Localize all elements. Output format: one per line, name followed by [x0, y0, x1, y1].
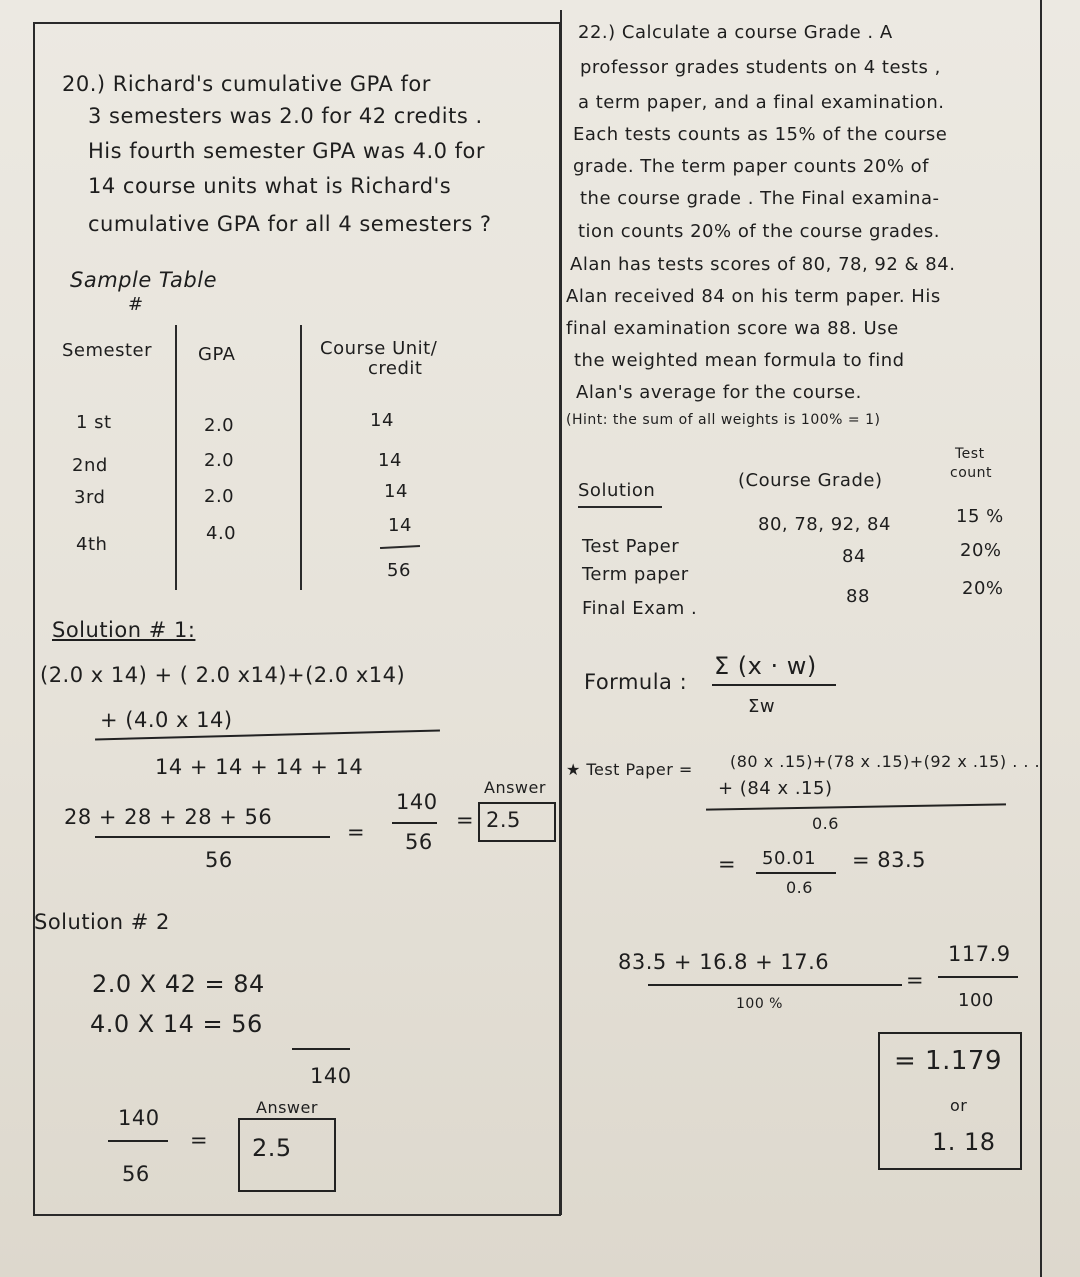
table-divider — [300, 325, 302, 590]
problem-20-line: 14 course units what is Richard's — [88, 174, 452, 198]
problem-22-line: Each tests counts as 15% of the course — [573, 124, 948, 145]
solution-2-title: Solution # 2 — [34, 910, 170, 934]
solution-1-numerator: (2.0 x 14) + ( 2.0 x14)+(2.0 x14) — [40, 663, 406, 687]
center-divider — [560, 10, 562, 1215]
sample-table-title: Sample Table — [70, 268, 217, 292]
table-cell: 1 st — [76, 412, 112, 433]
solution-2-frac-den: 56 — [122, 1162, 150, 1186]
test-paper-result: = 83.5 — [852, 848, 927, 872]
column-test-count-bottom: count — [950, 465, 992, 481]
title-underline — [578, 506, 662, 508]
problem-20-line: 20.) Richard's cumulative GPA for — [62, 72, 431, 96]
problem-22-line: the course grade . The Final examina- — [580, 188, 940, 209]
table-cell: 14 — [388, 515, 412, 536]
table-cell: 2.0 — [204, 486, 235, 507]
formula-label: Formula : — [584, 670, 688, 694]
problem-22-line: Alan has tests scores of 80, 78, 92 & 84. — [570, 254, 956, 275]
fraction-bar — [706, 803, 1006, 810]
solution-2-line: 4.0 X 14 = 56 — [90, 1010, 263, 1038]
answer-label: Answer — [256, 1098, 318, 1117]
equals-sign: = — [456, 808, 475, 832]
solution-1-title: Solution # 1: — [52, 618, 196, 642]
table-cell: 4th — [76, 534, 108, 555]
problem-22-line: a term paper, and a final examination. — [578, 92, 945, 113]
sample-table-mark: # — [128, 294, 144, 315]
solution-1-frac-num: 140 — [396, 790, 438, 814]
row-grade: 80, 78, 92, 84 — [758, 514, 891, 535]
table-header-gpa: GPA — [198, 344, 236, 365]
problem-22-line: professor grades students on 4 tests , — [580, 57, 941, 78]
problem-22-line: tion counts 20% of the course grades. — [578, 221, 940, 242]
final-numerator: 83.5 + 16.8 + 17.6 — [618, 950, 830, 974]
fraction-bar — [756, 872, 836, 874]
solution-title: Solution — [578, 480, 656, 501]
test-paper-sum: 50.01 — [762, 848, 817, 869]
table-cell: 14 — [378, 450, 402, 471]
table-header-units: Course Unit/ — [320, 338, 438, 359]
solution-2-line: 2.0 X 42 = 84 — [92, 970, 265, 998]
fraction-bar — [108, 1140, 168, 1142]
formula-denominator: Σw — [748, 696, 776, 717]
row-grade: 88 — [846, 586, 870, 607]
final-answer-rounded: 1. 18 — [932, 1128, 996, 1156]
problem-20-line: 3 semesters was 2.0 for 42 credits . — [88, 104, 483, 128]
table-cell: 3rd — [74, 487, 106, 508]
final-denominator: 100 % — [736, 996, 783, 1012]
problem-22-line: (Hint: the sum of all weights is 100% = 1) — [566, 412, 881, 428]
table-cell: 4.0 — [206, 523, 237, 544]
column-test-count-top: Test — [955, 446, 985, 462]
row-grade: 84 — [842, 546, 866, 567]
final-answer: = 1.179 — [894, 1046, 1002, 1076]
row-weight: 15 % — [956, 506, 1004, 527]
table-cell: 2.0 — [204, 415, 235, 436]
fraction-bar — [392, 822, 437, 824]
equals-sign: = — [347, 820, 366, 844]
problem-22-line: the weighted mean formula to find — [574, 350, 905, 371]
table-cell: 14 — [370, 410, 394, 431]
solution-2-answer: 2.5 — [252, 1134, 292, 1162]
right-panel-border — [1040, 0, 1042, 1277]
table-cell: 14 — [384, 481, 408, 502]
row-label: Term paper — [582, 564, 689, 585]
problem-20-line: His fourth semester GPA was 4.0 for — [88, 139, 486, 163]
solution-1-numerator: + (4.0 x 14) — [100, 708, 233, 732]
fraction-bar — [712, 684, 836, 686]
final-fraction-numerator: 117.9 — [948, 942, 1011, 966]
row-label: Final Exam . — [582, 598, 698, 619]
table-cell: 2nd — [72, 455, 108, 476]
problem-22-line: final examination score wa 88. Use — [566, 318, 899, 339]
problem-22-line: grade. The term paper counts 20% of — [573, 156, 930, 177]
fraction-bar — [938, 976, 1018, 978]
solution-1-frac-den: 56 — [405, 830, 433, 854]
solution-1-answer: 2.5 — [486, 808, 521, 832]
table-header-credit: credit — [368, 358, 423, 379]
equals-sign: = — [906, 968, 925, 992]
problem-20-line: cumulative GPA for all 4 semesters ? — [88, 212, 492, 236]
problem-22-line: 22.) Calculate a course Grade . A — [578, 22, 893, 43]
table-cell: 2.0 — [204, 450, 235, 471]
table-header-semester: Semester — [62, 340, 153, 361]
formula-numerator: Σ (x · w) — [714, 652, 817, 680]
test-paper-denominator: 0.6 — [812, 814, 839, 833]
table-total: 56 — [387, 560, 411, 581]
test-paper-label: ★ Test Paper = — [566, 760, 693, 779]
column-course-grade: (Course Grade) — [738, 470, 883, 491]
row-weight: 20% — [960, 540, 1002, 561]
solution-1-denominator: 14 + 14 + 14 + 14 — [155, 755, 364, 779]
final-fraction-denominator: 100 — [958, 990, 994, 1011]
answer-label: Answer — [484, 778, 546, 797]
test-paper-numerator: (80 x .15)+(78 x .15)+(92 x .15) . . . — [730, 752, 1041, 771]
solution-2-sum: 140 — [310, 1064, 352, 1088]
solution-1-step-num: 28 + 28 + 28 + 56 — [64, 805, 273, 829]
final-answer-or: or — [950, 1096, 968, 1115]
solution-2-frac-num: 140 — [118, 1106, 160, 1130]
equals-sign: = — [190, 1128, 209, 1152]
row-weight: 20% — [962, 578, 1004, 599]
fraction-bar — [648, 984, 902, 986]
problem-22-line: Alan's average for the course. — [576, 382, 862, 403]
fraction-bar — [95, 836, 330, 838]
test-paper-numerator: + (84 x .15) — [718, 778, 833, 799]
table-divider — [175, 325, 177, 590]
equals-sign: = — [718, 852, 737, 876]
row-label: Test Paper — [582, 536, 680, 557]
problem-22-line: Alan received 84 on his term paper. His — [566, 286, 941, 307]
sum-line — [292, 1048, 350, 1050]
solution-1-step-den: 56 — [205, 848, 233, 872]
test-paper-sum-den: 0.6 — [786, 878, 813, 897]
